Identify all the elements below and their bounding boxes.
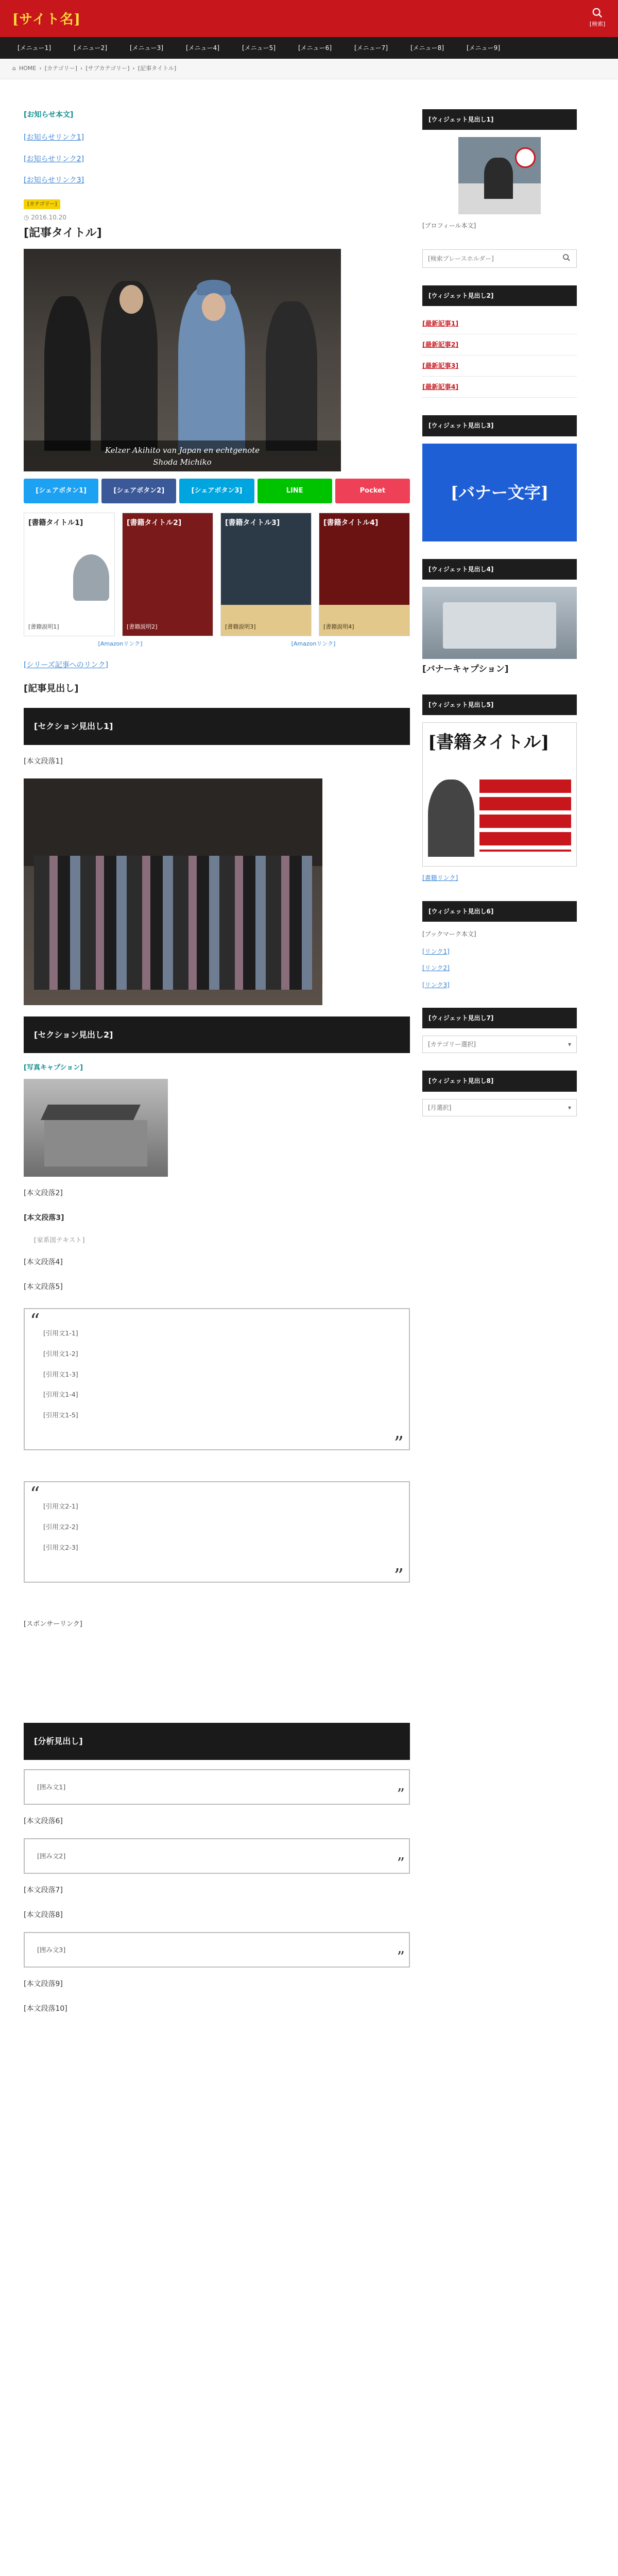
share-button-twitter[interactable]: [シェアボタン1] <box>24 479 98 503</box>
book-banner-stripes <box>479 779 571 852</box>
home-icon: ⌂ <box>12 65 16 72</box>
jani-caption: [バナーキャプション] <box>422 664 509 675</box>
widget-title: [ウィジェット見出し8] <box>422 1071 577 1091</box>
blockquote <box>24 1308 410 1455</box>
family-tree: [家系図テキスト] <box>33 1236 86 1244</box>
notice-twitter-link[interactable]: [お知らせリンク1] <box>24 133 84 142</box>
jani-banner-image[interactable] <box>422 587 577 659</box>
share-button-line[interactable]: LINE <box>258 479 332 503</box>
quote-open-icon: “ <box>30 1310 40 1333</box>
eyecatch-image <box>24 249 341 471</box>
breadcrumb-category[interactable]: [カテゴリー] <box>44 65 77 72</box>
book-banner[interactable] <box>422 722 577 867</box>
body-paragraph: [本文段落8] <box>24 1910 63 1919</box>
body-paragraph: [本文段落9] <box>24 1980 63 1989</box>
highlight-box: [囲み文2] ” <box>24 1838 410 1874</box>
side-link[interactable]: [リンク1] <box>422 947 450 955</box>
category-select[interactable]: [カテゴリー選択] ▾ <box>422 1036 577 1053</box>
book-banner-portrait <box>428 779 474 857</box>
photo-face <box>202 293 226 321</box>
widget-title: [ウィジェット見出し5] <box>422 694 577 715</box>
book-cover-band <box>221 605 311 636</box>
book-cover-portrait <box>73 554 109 601</box>
nav-item[interactable]: [メニュー5] <box>242 44 276 52</box>
nav-item[interactable]: [メニュー3] <box>130 44 163 52</box>
sidebar-search-button[interactable] <box>557 250 576 267</box>
quote-paragraph: [引用文1-5] <box>43 1411 78 1419</box>
notice-blog-link[interactable]: [お知らせリンク2] <box>24 155 84 163</box>
recent-post-link[interactable]: [最新記事1] <box>422 313 577 334</box>
sponsor-label: [スポンサーリンク] <box>24 1620 82 1629</box>
photo-face <box>119 285 143 314</box>
book-subtitle: [書籍説明2] <box>127 623 158 631</box>
nav-item[interactable]: [メニュー7] <box>354 44 388 52</box>
share-button-facebook[interactable]: [シェアボタン2] <box>101 479 176 503</box>
section-heading: [セクション見出し2] <box>24 1016 410 1053</box>
widget-title: [ウィジェット見出し6] <box>422 901 577 922</box>
body-paragraph: [本文段落1] <box>24 757 63 766</box>
post-title: [記事タイトル] <box>24 227 102 240</box>
notice-free-link: [お知らせ本文] <box>24 111 74 119</box>
breadcrumb-subcategory[interactable]: [サブカテゴリー] <box>85 65 130 72</box>
bookmark-widget <box>422 901 577 990</box>
quote-close-icon: ” <box>393 1432 404 1455</box>
recent-posts-widget <box>422 285 577 398</box>
widget-title: [ウィジェット見出し1] <box>422 109 577 130</box>
body-paragraph: [本文段落2] <box>24 1189 63 1198</box>
highlight-box: [囲み文1] ” <box>24 1769 410 1805</box>
book-title: [書籍タイトル2] <box>127 519 182 528</box>
building-shape <box>443 602 556 649</box>
amazon-links <box>24 639 410 649</box>
photo-figure <box>266 301 317 451</box>
site-title[interactable]: [サイト名] <box>12 12 81 27</box>
search-widget <box>422 249 577 268</box>
book-title: [書籍タイトル3] <box>225 519 280 528</box>
category-widget <box>422 1008 577 1053</box>
side-banner[interactable]: [バナー文字] <box>422 444 577 541</box>
widget-title: [ウィジェット見出し7] <box>422 1008 577 1028</box>
body-paragraph: [本文段落5] <box>24 1282 63 1291</box>
nav-item[interactable]: [メニュー1] <box>18 44 51 52</box>
recent-post-link[interactable]: [最新記事3] <box>422 355 577 377</box>
photo-background-crowd <box>24 778 322 866</box>
site-header <box>0 0 618 37</box>
quote-paragraph: [引用文2-2] <box>43 1523 78 1531</box>
archive-select[interactable]: [月選択] ▾ <box>422 1099 577 1116</box>
body-paragraph: [本文段落6] <box>24 1817 63 1825</box>
nav-item[interactable]: [メニュー8] <box>410 44 444 52</box>
nav-item[interactable]: [メニュー2] <box>74 44 107 52</box>
amazon-link[interactable]: [Amazonリンク] <box>291 640 336 648</box>
house-photo <box>24 1079 168 1177</box>
nav-item[interactable]: [メニュー9] <box>467 44 500 52</box>
nav-item[interactable]: [メニュー4] <box>186 44 219 52</box>
search-icon <box>562 253 571 262</box>
content-wrap <box>0 79 618 2576</box>
category-tag[interactable]: [カテゴリー] <box>24 199 60 209</box>
book-ad[interactable] <box>319 513 410 636</box>
section-heading: [セクション見出し1] <box>24 708 410 744</box>
book-ad[interactable] <box>24 513 115 636</box>
chevron-down-icon: ▾ <box>568 1041 571 1048</box>
search-icon <box>592 7 603 19</box>
side-link[interactable]: [リンク2] <box>422 964 450 972</box>
quote-paragraph: [引用文1-2] <box>43 1349 78 1358</box>
highlight-box: [囲み文3] ” <box>24 1932 410 1968</box>
widget-title: [ウィジェット見出し3] <box>422 415 577 436</box>
profile-text: [プロフィール本文] <box>422 222 476 230</box>
book-subtitle: [書籍説明1] <box>28 623 59 631</box>
sidebar-search <box>422 249 577 268</box>
main-column <box>24 109 410 2026</box>
book-ad[interactable] <box>220 513 312 636</box>
book-title: [書籍タイトル4] <box>323 519 379 528</box>
quote-paragraph: [引用文2-1] <box>43 1502 78 1511</box>
banner-widget <box>422 415 577 541</box>
bookmark-text: [ブックマーク本文] <box>422 930 476 938</box>
analysis-heading: [分析見出し] <box>24 1723 410 1759</box>
book-ad[interactable] <box>122 513 213 636</box>
quote-paragraph: [引用文1-3] <box>43 1370 78 1378</box>
profile-image-figure <box>484 158 513 199</box>
book-ads <box>24 513 410 636</box>
quote-open-icon: “ <box>30 1483 40 1506</box>
share-buttons <box>24 479 410 503</box>
house-roof <box>41 1105 141 1120</box>
quote-paragraph: [引用文1-1] <box>43 1329 78 1337</box>
amazon-link[interactable]: [Amazonリンク] <box>98 640 143 648</box>
body-paragraph: [本文段落7] <box>24 1886 63 1895</box>
book-subtitle: [書籍説明3] <box>225 623 256 631</box>
global-nav <box>0 37 618 59</box>
jani-widget <box>422 559 577 677</box>
quote-paragraph: [引用文1-4] <box>43 1391 78 1399</box>
share-button-hatena[interactable]: [シェアボタン3] <box>179 479 254 503</box>
book-widget <box>422 694 577 884</box>
flag-icon <box>515 147 536 168</box>
header-search-button[interactable] <box>586 7 609 29</box>
widget-title: [ウィジェット見出し2] <box>422 285 577 306</box>
book-subtitle: [書籍説明4] <box>323 623 354 631</box>
profile-widget <box>422 109 577 232</box>
quote-close-icon: ” <box>397 1785 405 1804</box>
photo-crowd <box>34 856 312 990</box>
eyecatch-caption: Kelzer Akihito van Japan en echtgenote Shoda Michiko <box>24 440 341 471</box>
ceremony-photo <box>24 778 322 1005</box>
clock-icon: ◷ <box>24 213 31 221</box>
photo-label: [写真キャプション] <box>24 1064 83 1072</box>
blockquote <box>24 1481 410 1588</box>
profile-image <box>458 137 541 214</box>
quote-close-icon: ” <box>397 1855 405 1873</box>
photo-figure <box>44 296 91 451</box>
body-paragraph-bold: [本文段落3] <box>24 1213 64 1222</box>
body-paragraph: [本文段落10] <box>24 2004 67 2013</box>
body-paragraph: [本文段落4] <box>24 1258 63 1267</box>
breadcrumb-home[interactable]: HOME <box>19 65 37 72</box>
book-banner-link[interactable]: [書籍リンク] <box>422 874 458 882</box>
sidebar <box>422 109 577 1134</box>
search-label: [検索] <box>589 21 606 27</box>
nav-item[interactable]: [メニュー6] <box>298 44 332 52</box>
house-wall <box>44 1120 147 1166</box>
recent-post-link[interactable]: [最新記事4] <box>422 377 577 398</box>
widget-title: [ウィジェット見出し4] <box>422 559 577 580</box>
article-subtitle: [記事見出し] <box>24 683 79 694</box>
share-button-pocket[interactable]: Pocket <box>335 479 410 503</box>
quote-close-icon: ” <box>397 1948 405 1967</box>
book-cover-band <box>319 605 409 636</box>
chevron-down-icon: ▾ <box>568 1104 571 1111</box>
book-banner-title: [書籍タイトル] <box>428 732 550 753</box>
recent-post-link[interactable]: [最新記事2] <box>422 334 577 355</box>
breadcrumb: ⌂ HOME › [カテゴリー] › [サブカテゴリー] › [記事タイトル] <box>0 59 618 79</box>
notice-bookmark-link[interactable]: [お知らせリンク3] <box>24 176 84 185</box>
archive-widget <box>422 1071 577 1116</box>
side-link[interactable]: [リンク3] <box>422 981 450 989</box>
book-title: [書籍タイトル1] <box>28 519 83 528</box>
series-link[interactable]: [シリーズ記事へのリンク] <box>24 661 108 670</box>
post-date: ◷ 2016.10.20 <box>24 213 67 221</box>
breadcrumb-current: [記事タイトル] <box>138 65 177 72</box>
quote-close-icon: ” <box>393 1565 404 1588</box>
sidebar-search-input[interactable] <box>423 250 557 267</box>
quote-paragraph: [引用文2-3] <box>43 1543 78 1551</box>
